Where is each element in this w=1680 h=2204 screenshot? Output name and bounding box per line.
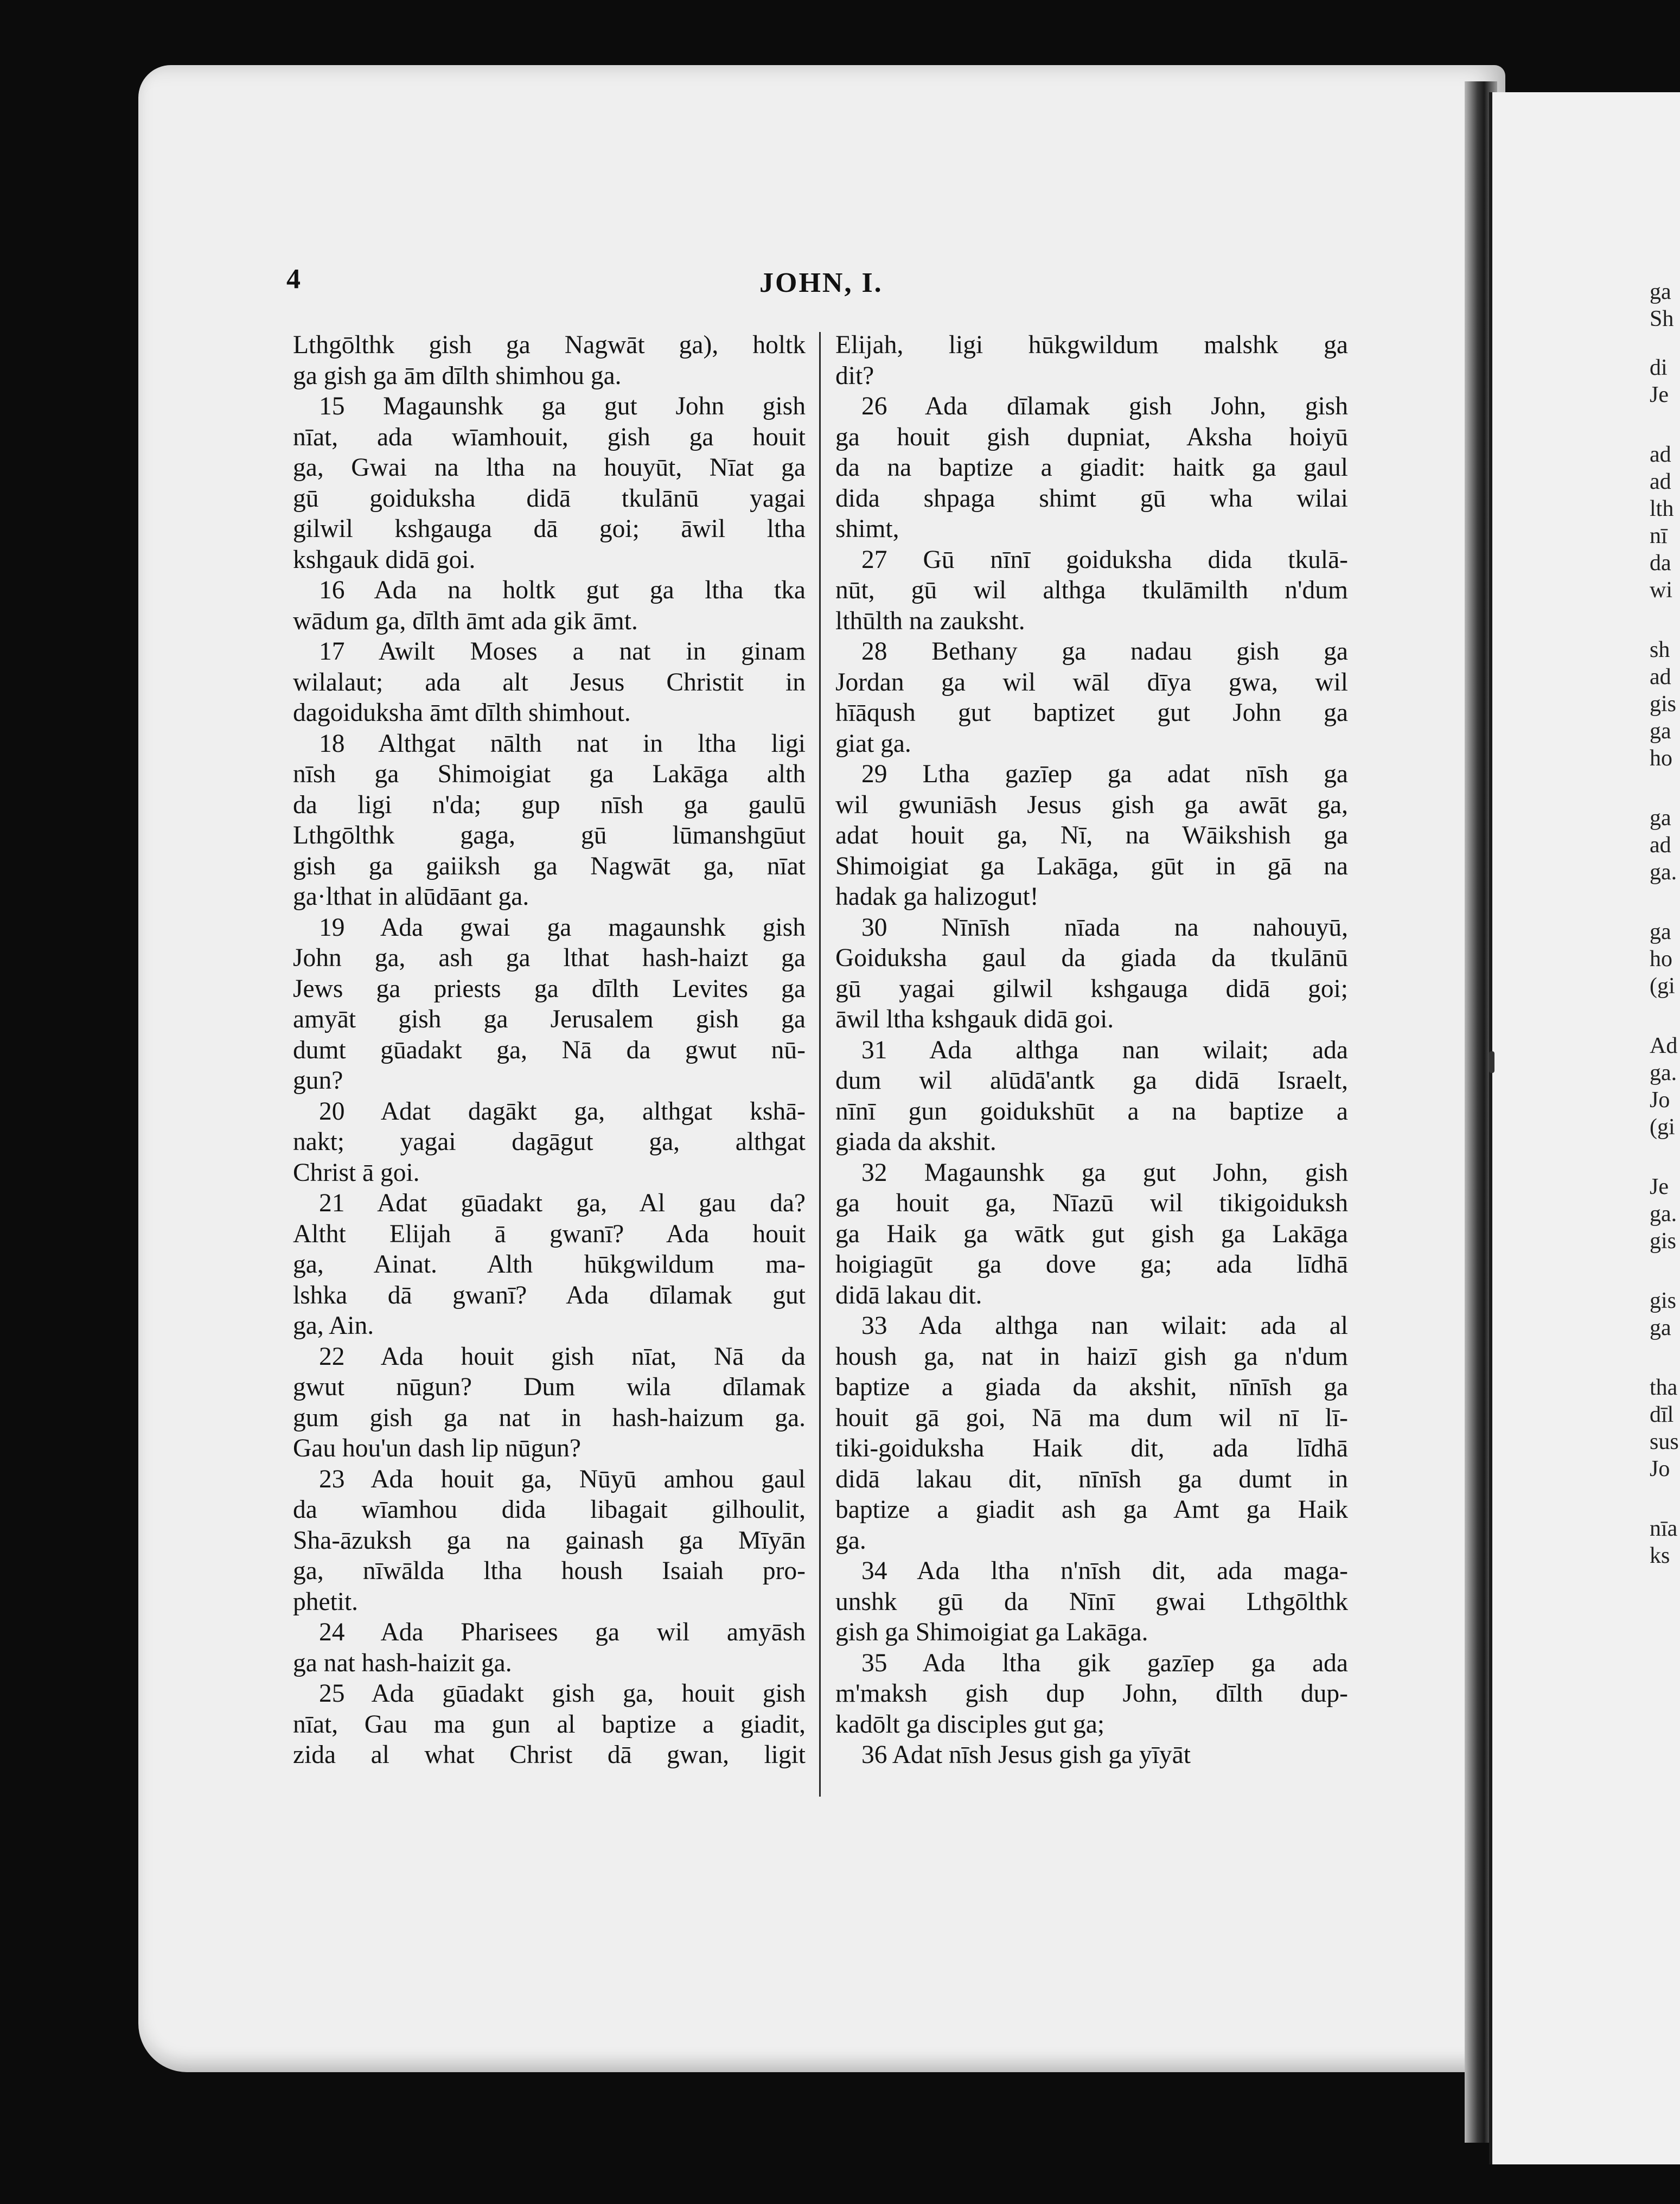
text-line: amyāt gish ga Jerusalem gish ga (293, 1005, 806, 1033)
text-line: lthūlth na zauksht. (835, 606, 1025, 635)
text-line: da wīamhou dida libagait gilhoulit, (293, 1496, 806, 1524)
text-line: Altht Elijah ā gwanī? Ada houit (293, 1219, 806, 1248)
facing-page-fragment: ga (1650, 1315, 1671, 1340)
column-rule (819, 332, 821, 1797)
text-line: 28 Bethany ga nadau gish ga (861, 637, 1348, 666)
text-line: 16 Ada na holtk gut ga ltha tka (319, 576, 806, 604)
facing-page-fragment: Jo (1650, 1456, 1670, 1481)
text-line: ga, nīwālda ltha housh Isaiah pro- (293, 1557, 806, 1585)
text-line: 34 Ada ltha n'nīsh dit, ada maga- (861, 1557, 1348, 1585)
text-line: gwut nūgun? Dum wila dīlamak (293, 1373, 806, 1401)
facing-page (1489, 92, 1680, 2164)
text-line: dit? (835, 361, 874, 390)
facing-page-fragment: sus (1650, 1429, 1679, 1454)
text-line: ga, Ain. (293, 1312, 374, 1340)
facing-page-fragment: Ad (1650, 1033, 1678, 1058)
facing-page-fragment: nīa (1650, 1516, 1678, 1541)
text-line: kadōlt ga disciples gut ga; (835, 1710, 1105, 1739)
text-line: ga·lthat in alūdāant ga. (293, 883, 529, 911)
text-line: 32 Magaunshk ga gut John, gish (861, 1158, 1348, 1187)
text-line: 26 Ada dīlamak gish John, gish (861, 392, 1348, 420)
text-line: gish ga Shimoigiat ga Lakāga. (835, 1618, 1148, 1646)
text-line: didā lakau dit, nīnīsh ga dumt in (835, 1465, 1348, 1493)
text-line: nīnī gun goidukshūt a na baptize a (835, 1097, 1348, 1126)
running-head: JOHN, I. (759, 267, 883, 298)
text-line: da ligi n'da; gup nīsh ga gaulū (293, 790, 806, 819)
text-line: 17 Awilt Moses a nat in ginam (319, 637, 806, 666)
text-line: ga. (835, 1526, 866, 1555)
facing-page-fragment: sh (1650, 637, 1670, 662)
text-line: 33 Ada althga nan wilait: ada al (861, 1312, 1348, 1340)
text-line: housh ga, nat in haizī gish ga n'dum (835, 1342, 1348, 1371)
facing-page-fragment: Sh (1650, 306, 1674, 331)
text-line: wādum ga, dīlth āmt ada gik āmt. (293, 606, 638, 635)
text-line: 29 Ltha gazīep ga adat nīsh ga (861, 760, 1348, 788)
text-line: dumt gūadakt ga, Nā da gwut nū- (293, 1036, 806, 1064)
text-line: Sha-āzuksh ga na gainash ga Mīyān (293, 1526, 806, 1555)
text-line: wilalaut; ada alt Jesus Christit in (293, 668, 806, 697)
text-line: dum wil alūdā'antk ga didā Israelt, (835, 1066, 1348, 1095)
text-line: baptize a giada da akshit, nīnīsh ga (835, 1373, 1348, 1401)
text-line: hīāqush gut baptizet gut John ga (835, 699, 1348, 727)
text-line: 36 Adat nīsh Jesus gish ga yīyāt (861, 1741, 1191, 1769)
text-line: 31 Ada althga nan wilait; ada (861, 1036, 1348, 1064)
facing-page-fragment: di (1650, 355, 1668, 380)
facing-page-fragment: tha (1650, 1375, 1678, 1400)
facing-page-fragment: lth (1650, 496, 1674, 521)
text-line: giada da akshit. (835, 1128, 996, 1156)
right-column (835, 330, 1348, 1771)
left-column (293, 330, 806, 1771)
text-line: Gau hou'un dash lip nūgun? (293, 1434, 581, 1462)
facing-page-fragment: ho (1650, 746, 1672, 771)
text-line: Jordan ga wil wāl dīya gwa, wil (835, 668, 1348, 697)
text-line: Jews ga priests ga dīlth Levites ga (293, 974, 806, 1003)
text-line: ga nat hash-haizit ga. (293, 1649, 512, 1677)
facing-page-fragment: ga (1650, 919, 1671, 944)
text-line: gū yagai gilwil kshgauga didā goi; (835, 974, 1348, 1003)
text-line: houit gā goi, Nā ma dum wil nī lī- (835, 1403, 1348, 1432)
text-line: 24 Ada Pharisees ga wil amyāsh (319, 1618, 806, 1646)
text-line: da na baptize a giadit: haitk ga gaul (835, 453, 1348, 482)
facing-page-fragment: ad (1650, 469, 1671, 494)
text-line: 25 Ada gūadakt gish ga, houit gish (319, 1679, 806, 1708)
text-line: 30 Nīnīsh nīada na nahouyū, (861, 913, 1348, 942)
facing-page-fragment: gis (1650, 1229, 1677, 1254)
text-line: Shimoigiat ga Lakāga, gūt in gā na (835, 852, 1348, 880)
text-line: dagoiduksha āmt dīlth shimhout. (293, 699, 631, 727)
text-line: ga houit gish dupniat, Aksha hoiyū (835, 423, 1348, 451)
text-line: baptize a giadit ash ga Amt ga Haik (835, 1496, 1348, 1524)
facing-page-fragment: Je (1650, 1174, 1669, 1199)
text-line: Elijah, ligi hūkgwildum malshk ga (835, 331, 1348, 359)
facing-page-fragment: ho (1650, 947, 1672, 972)
text-line: Lthgōlthk gaga, gū lūmanshgūut (293, 821, 806, 849)
text-line: ga gish ga ām dīlth shimhou ga. (293, 361, 622, 390)
text-line: nīsh ga Shimoigiat ga Lakāga alth (293, 760, 806, 788)
text-line: adat houit ga, Nī, na Wāikshish ga (835, 821, 1348, 849)
text-line: āwil ltha kshgauk didā goi. (835, 1005, 1114, 1033)
text-line: ga, Ainat. Alth hūkgwildum ma- (293, 1250, 806, 1279)
facing-page-fragment: ad (1650, 665, 1671, 689)
facing-page-fragment: gis (1650, 1288, 1677, 1313)
text-line: 20 Adat dagākt ga, althgat kshā- (319, 1097, 806, 1126)
facing-page-fragment: ga. (1650, 860, 1677, 885)
facing-page-fragment: ga. (1650, 1202, 1677, 1226)
text-line: phetit. (293, 1587, 359, 1616)
text-line: Christ ā goi. (293, 1158, 420, 1187)
facing-page-fragment: dīl (1650, 1402, 1674, 1427)
facing-page-fragment: wi (1650, 578, 1672, 603)
text-line: 15 Magaunshk ga gut John gish (319, 392, 806, 420)
facing-page-fragment: ga (1650, 719, 1671, 744)
text-line: John ga, ash ga lthat hash-haizt ga (293, 944, 806, 972)
facing-page-fragment: nī (1650, 523, 1668, 548)
text-line: hoigiagūt ga dove ga; ada līdhā (835, 1250, 1348, 1279)
text-line: zida al what Christ dā gwan, ligit (293, 1741, 806, 1769)
facing-page-fragment: ga. (1650, 1061, 1677, 1085)
text-line: nakt; yagai dagāgut ga, althgat (293, 1128, 806, 1156)
text-line: gum gish ga nat in hash-haizum ga. (293, 1403, 806, 1432)
text-line: dida shpaga shimt gū wha wilai (835, 484, 1348, 513)
text-line: 23 Ada houit ga, Nūyū amhou gaul (319, 1465, 806, 1493)
text-line: ga Haik ga wātk gut gish ga Lakāga (835, 1219, 1348, 1248)
text-line: m'maksh gish dup John, dīlth dup- (835, 1679, 1348, 1708)
text-line: Goiduksha gaul da giada da tkulānū (835, 944, 1348, 972)
text-line: nīat, ada wīamhouit, gish ga houit (293, 423, 806, 451)
facing-page-fragment: ga (1650, 806, 1671, 831)
text-line: 19 Ada gwai ga magaunshk gish (319, 913, 806, 942)
text-line: gun? (293, 1066, 343, 1095)
text-line: lshka dā gwanī? Ada dīlamak gut (293, 1281, 806, 1309)
facing-page-fragment: Je (1650, 382, 1669, 407)
text-line: gish ga gaiiksh ga Nagwāt ga, nīat (293, 852, 806, 880)
text-line: ga houit ga, Nīazū wil tikigoiduksh (835, 1189, 1348, 1217)
text-line: didā lakau dit. (835, 1281, 982, 1309)
text-line: hadak ga halizogut! (835, 883, 1039, 911)
text-line: 35 Ada ltha gik gazīep ga ada (861, 1649, 1348, 1677)
text-line: kshgauk didā goi. (293, 545, 476, 574)
text-line: gilwil kshgauga dā goi; āwil ltha (293, 515, 806, 543)
facing-page-fragment: ad (1650, 442, 1671, 467)
text-line: Lthgōlthk gish ga Nagwāt ga), holtk (293, 331, 806, 359)
text-line: gū goiduksha didā tkulānū yagai (293, 484, 806, 513)
text-line: tiki-goiduksha Haik dit, ada līdhā (835, 1434, 1348, 1462)
page-number: 4 (286, 264, 301, 295)
facing-page-fragment: ks (1650, 1543, 1670, 1568)
text-line: nīat, Gau ma gun al baptize a giadit, (293, 1710, 806, 1739)
facing-page-fragment: Jo (1650, 1088, 1670, 1113)
text-line: 27 Gū nīnī goiduksha dida tkulā- (861, 545, 1348, 574)
text-line: 21 Adat gūadakt ga, Al gau da? (319, 1189, 806, 1217)
text-line: 18 Althgat nālth nat in ltha ligi (319, 729, 806, 758)
facing-page-fragment: (gi (1650, 974, 1675, 999)
facing-page-fragment: da (1650, 551, 1671, 576)
facing-page-fragment: (gi (1650, 1115, 1675, 1140)
text-line: wil gwuniāsh Jesus gish ga awāt ga, (835, 790, 1348, 819)
page-edge-mark (1489, 1051, 1494, 1073)
text-line: shimt, (835, 515, 899, 543)
text-line: giat ga. (835, 729, 911, 758)
facing-page-fragment: ga (1650, 279, 1671, 304)
text-line: nūt, gū wil althga tkulāmilth n'dum (835, 576, 1348, 604)
text-line: unshk gū da Nīnī gwai Lthgōlthk (835, 1587, 1348, 1616)
facing-page-fragment: gis (1650, 692, 1677, 717)
text-line: ga, Gwai na ltha na houyūt, Nīat ga (293, 453, 806, 482)
text-line: 22 Ada houit gish nīat, Nā da (319, 1342, 806, 1371)
facing-page-fragment: ad (1650, 833, 1671, 858)
